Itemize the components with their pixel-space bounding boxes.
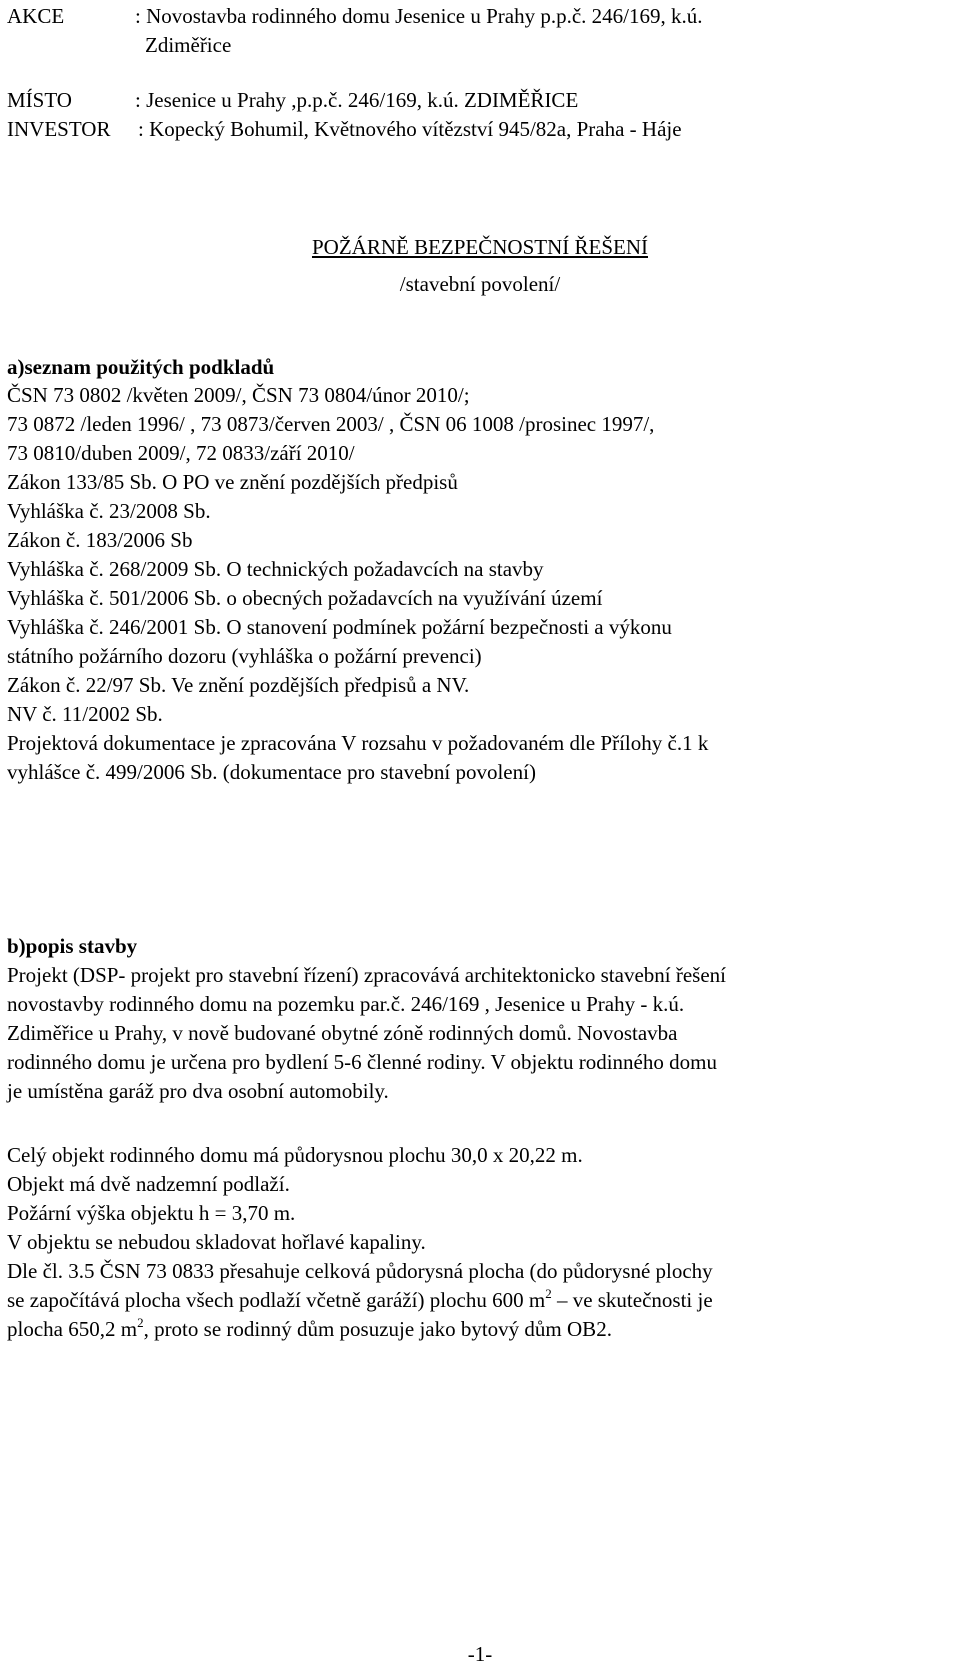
investor-label: INVESTOR [7,117,111,141]
section-b-line: V objektu se nebudou skladovat hořlavé kapaliny. [7,1230,426,1254]
section-b-heading: b)popis stavby [7,934,138,958]
section-a-line: Zákon č. 183/2006 Sb [7,528,193,552]
section-a-line: Vyhláška č. 501/2006 Sb. o obecných požadavcích na využívání území [7,586,603,610]
area-superscript: 2 [545,1286,552,1301]
akce-label: AKCE [7,4,65,28]
document-title: POŽÁRNĚ BEZPEČNOSTNÍ ŘEŠENÍ [311,235,648,259]
area-text-before: plocha 650,2 m [7,1317,138,1341]
section-a-line: NV č. 11/2002 Sb. [7,702,163,726]
akce-value-cont: Zdiměřice [145,33,232,57]
document-subtitle: /stavební povolení/ [399,272,561,296]
section-b-line-area [7,1286,713,1312]
area-text-after: , proto se rodinný dům posuzuje jako bytový dům OB2. [143,1317,612,1341]
section-b-line: Dle čl. 3.5 ČSN 73 0833 přesahuje celková půdorysná plocha (do půdorysné plochy [7,1259,713,1283]
section-b-line-area [7,1315,612,1341]
section-a-line: Vyhláška č. 268/2009 Sb. O technických požadavcích na stavby [7,557,544,581]
misto-value: : Jesenice u Prahy ,p.p.č. 246/169, k.ú. ZDIMĚŘICE [135,88,579,112]
area-text-after: – ve skutečnosti je [551,1288,713,1312]
section-a-line: státního požárního dozoru (vyhláška o požární prevenci) [7,644,482,668]
area-superscript: 2 [137,1315,144,1330]
section-a-line: Zákon č. 22/97 Sb. Ve znění pozdějších předpisů a NV. [7,673,470,697]
section-a-line: Zákon 133/85 Sb. O PO ve znění pozdějších předpisů [7,470,458,494]
section-a-line: Vyhláška č. 23/2008 Sb. [7,499,211,523]
misto-label: MÍSTO [7,88,72,112]
section-b-line: Celý objekt rodinného domu má půdorysnou plochu 30,0 x 20,22 m. [7,1143,583,1167]
area-text-before: se započítává plocha všech podlaží včetně garáží) plochu 600 m [7,1288,546,1312]
akce-value: : Novostavba rodinného domu Jesenice u Prahy p.p.č. 246/169, k.ú. [135,4,703,28]
section-a-line: Vyhláška č. 246/2001 Sb. O stanovení podmínek požární bezpečnosti a výkonu [7,615,672,639]
section-a-heading: a)seznam použitých podkladů [7,355,275,379]
section-b-line: Zdiměřice u Prahy, v nově budované obytné zóně rodinných domů. Novostavba [7,1021,678,1045]
section-a-line: Projektová dokumentace je zpracována V rozsahu v požadovaném dle Přílohy č.1 k [7,731,709,755]
page-number: -1- [467,1642,493,1666]
section-b-line: Objekt má dvě nadzemní podlaží. [7,1172,290,1196]
section-b-line: novostavby rodinného domu na pozemku par.č. 246/169 , Jesenice u Prahy - k.ú. [7,992,685,1016]
section-b-line: je umístěna garáž pro dva osobní automobily. [7,1079,389,1103]
section-a-line: ČSN 73 0802 /květen 2009/, ČSN 73 0804/únor 2010/; [7,383,470,407]
section-b-line: Požární výška objektu h = 3,70 m. [7,1201,296,1225]
section-a-line: vyhlášce č. 499/2006 Sb. (dokumentace pro stavební povolení) [7,760,536,784]
investor-value: : Kopecký Bohumil, Květnového vítězství 945/82a, Praha - Háje [138,117,682,141]
section-b-line: Projekt (DSP- projekt pro stavební řízení) zpracovává architektonicko stavební řešení [7,963,727,987]
section-a-line: 73 0872 /leden 1996/ , 73 0873/červen 2003/ , ČSN 06 1008 /prosinec 1997/, [7,412,655,436]
section-a-line: 73 0810/duben 2009/, 72 0833/září 2010/ [7,441,355,465]
section-b-line: rodinného domu je určena pro bydlení 5-6 členné rodiny. V objektu rodinného domu [7,1050,717,1074]
